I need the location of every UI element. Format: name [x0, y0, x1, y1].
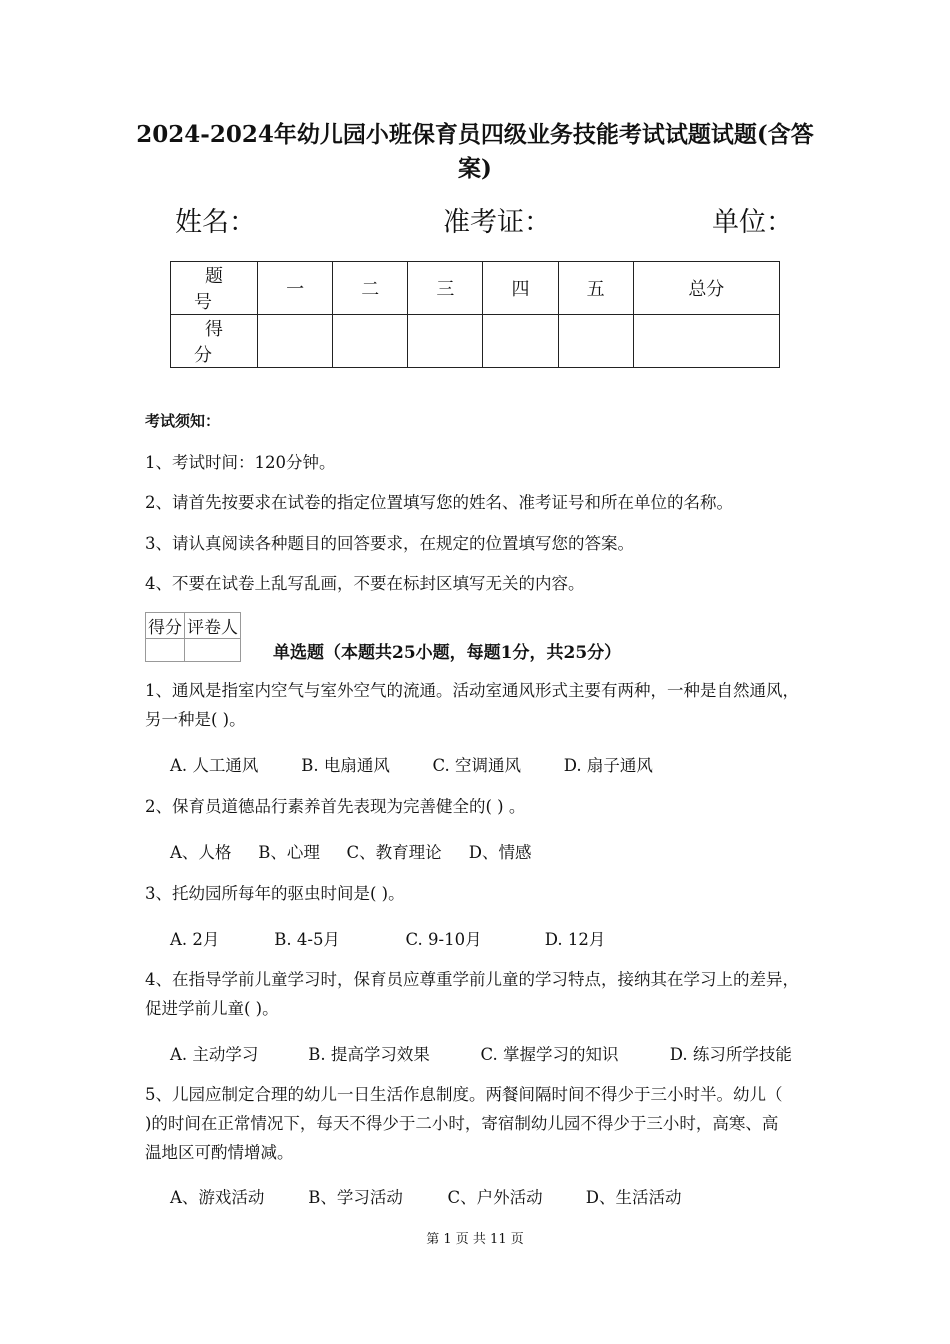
- score-cell: [258, 315, 333, 368]
- section-1-header: 一: [258, 262, 333, 315]
- question-1-line: 1、通风是指室内空气与室外空气的流通。活动室通风形式主要有两种，一种是自然通风，: [145, 681, 799, 700]
- option-a: A. 人工通风: [170, 756, 259, 775]
- score-cell: [408, 315, 483, 368]
- option-b: B. 4-5月: [274, 930, 340, 949]
- option-d: D、情感: [468, 843, 532, 862]
- notice-heading: 考试须知：: [145, 412, 221, 430]
- question-5-line: 温地区可酌情增减。: [145, 1143, 294, 1162]
- unit-label: 单位：: [712, 207, 793, 238]
- grader-name-cell: [185, 639, 241, 662]
- exam-number-label: 准考证：: [443, 207, 551, 238]
- option-b: B. 提高学习效果: [308, 1045, 430, 1064]
- question-1-line: 另一种是( )。: [145, 710, 246, 729]
- score-table-header-row: [171, 262, 780, 315]
- question-3-line: 3、托幼园所每年的驱虫时间是( )。: [145, 884, 405, 903]
- question-5-line: 5、儿园应制定合理的幼儿一日生活作息制度。两餐间隔时间不得少于三小时半。幼儿（: [145, 1085, 783, 1104]
- section-4-header: 四: [483, 262, 558, 315]
- option-c: C. 掌握学习的知识: [480, 1045, 619, 1064]
- notice-item: 2、请首先按要求在试卷的指定位置填写您的姓名、准考证号和所在单位的名称。: [145, 493, 733, 512]
- option-a: A、人格: [170, 843, 232, 862]
- option-b: B、心理: [258, 843, 320, 862]
- score-row-label: 得 分: [171, 315, 258, 368]
- section-5-header: 五: [558, 262, 633, 315]
- question-2-options: [170, 839, 531, 863]
- part-title: 单选题（本题共25小题，每题1分，共25分）: [273, 643, 622, 663]
- option-b: B、学习活动: [308, 1188, 403, 1207]
- question-4-options: [170, 1041, 792, 1065]
- option-c: C、教育理论: [346, 843, 442, 862]
- score-table: [170, 261, 780, 368]
- option-c: C. 9-10月: [405, 930, 482, 949]
- score-cell: [483, 315, 558, 368]
- notice-item: 4、不要在试卷上乱写乱画，不要在标封区填写无关的内容。: [145, 574, 585, 593]
- grader-score-cell: [146, 639, 185, 662]
- score-cell: [558, 315, 633, 368]
- document-title: 2024-2024年幼儿园小班保育员四级业务技能考试试题试题(含答案): [136, 121, 814, 182]
- question-1-options: [170, 752, 653, 776]
- option-d: D. 扇子通风: [563, 756, 653, 775]
- option-d: D. 练习所学技能: [669, 1045, 792, 1064]
- question-4-line: 促进学前儿童( )。: [145, 999, 279, 1018]
- grader-name-label: 评卷人: [185, 613, 241, 639]
- section-2-header: 二: [333, 262, 408, 315]
- option-c: C、户外活动: [447, 1188, 543, 1207]
- question-4-line: 4、在指导学前儿童学习时，保育员应尊重学前儿童的学习特点，接纳其在学习上的差异，: [145, 970, 799, 989]
- question-number-header: 题 号: [171, 262, 258, 315]
- score-table-score-row: [171, 315, 780, 368]
- option-d: D. 12月: [544, 930, 606, 949]
- option-a: A、游戏活动: [170, 1188, 265, 1207]
- question-3-options: [170, 926, 605, 950]
- option-a: A. 主动学习: [170, 1045, 259, 1064]
- option-b: B. 电扇通风: [301, 756, 390, 775]
- section-3-header: 三: [408, 262, 483, 315]
- page-footer: 第 1 页 共 11 页: [426, 1232, 524, 1247]
- name-label: 姓名：: [175, 207, 256, 238]
- score-cell: [333, 315, 408, 368]
- score-cell: [633, 315, 779, 368]
- grader-score-label: 得分: [146, 613, 185, 639]
- notice-item: 3、请认真阅读各种题目的回答要求，在规定的位置填写您的答案。: [145, 534, 634, 553]
- option-d: D、生活活动: [585, 1188, 682, 1207]
- question-5-options: [170, 1184, 681, 1208]
- grader-box: [145, 612, 241, 662]
- notice-item: 1、考试时间：120分钟。: [145, 453, 336, 472]
- question-2-line: 2、保育员道德品行素养首先表现为完善健全的( ) 。: [145, 797, 526, 816]
- option-a: A. 2月: [170, 930, 220, 949]
- question-5-line: )的时间在正常情况下，每天不得少于二小时，寄宿制幼儿园不得少于三小时，高寒、高: [145, 1114, 779, 1133]
- total-score-header: 总分: [633, 262, 779, 315]
- option-c: C. 空调通风: [432, 756, 522, 775]
